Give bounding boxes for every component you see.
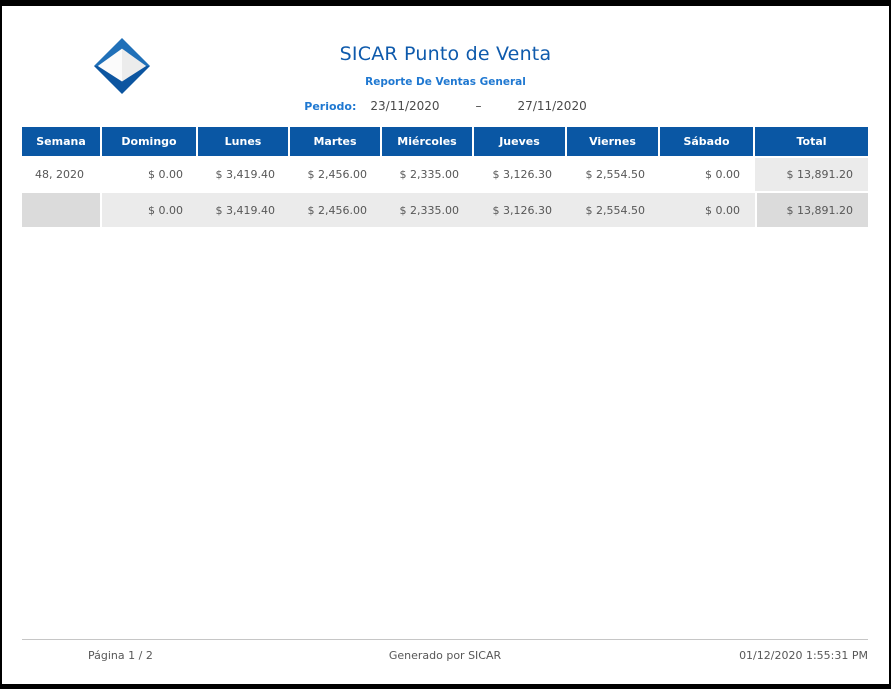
totals-sunday-cell: $ 0.00 bbox=[102, 191, 198, 227]
column-header-viernes: Viernes bbox=[567, 127, 660, 158]
saturday-value-cell: $ 0.00 bbox=[660, 158, 755, 191]
totals-wednesday-cell: $ 2,335.00 bbox=[382, 191, 474, 227]
totals-saturday-cell: $ 0.00 bbox=[660, 191, 755, 227]
page-title: SICAR Punto de Venta bbox=[339, 43, 552, 65]
column-header-semana: Semana bbox=[22, 127, 102, 158]
report-subtitle: Reporte De Ventas General bbox=[365, 76, 526, 88]
totals-tuesday-cell: $ 2,456.00 bbox=[290, 191, 382, 227]
thursday-value-cell: $ 3,126.30 bbox=[474, 158, 567, 191]
table-row bbox=[22, 158, 868, 191]
page-number: Página 1 / 2 bbox=[88, 649, 153, 662]
totals-thursday-cell: $ 3,126.30 bbox=[474, 191, 567, 227]
friday-value-cell: $ 2,554.50 bbox=[567, 158, 660, 191]
wednesday-value-cell: $ 2,335.00 bbox=[382, 158, 474, 191]
row-total-cell: $ 13,891.20 bbox=[755, 158, 868, 191]
period-label: Periodo: bbox=[304, 100, 357, 113]
column-header-sabado: Sábado bbox=[660, 127, 755, 158]
week-cell: 48, 2020 bbox=[22, 158, 102, 191]
column-header-martes: Martes bbox=[290, 127, 382, 158]
report-footer bbox=[22, 639, 868, 662]
column-header-lunes: Lunes bbox=[198, 127, 290, 158]
grand-total-cell: $ 13,891.20 bbox=[755, 191, 868, 227]
totals-week-cell bbox=[22, 191, 102, 227]
column-header-total: Total bbox=[755, 127, 868, 158]
sunday-value-cell: $ 0.00 bbox=[102, 158, 198, 191]
totals-row bbox=[22, 191, 868, 227]
generated-by: Generado por SICAR bbox=[388, 649, 502, 662]
column-header-jueves: Jueves bbox=[474, 127, 567, 158]
weekly-sales-table bbox=[22, 127, 868, 227]
totals-friday-cell: $ 2,554.50 bbox=[567, 191, 660, 227]
table-header-row bbox=[22, 127, 868, 158]
period-row bbox=[2, 99, 889, 113]
timestamp: 01/12/2020 1:55:31 PM bbox=[739, 649, 868, 662]
column-header-miercoles: Miércoles bbox=[382, 127, 474, 158]
monday-value-cell: $ 3,419.40 bbox=[198, 158, 290, 191]
period-start-date: 23/11/2020 bbox=[370, 99, 440, 113]
column-header-domingo: Domingo bbox=[102, 127, 198, 158]
tuesday-value-cell: $ 2,456.00 bbox=[290, 158, 382, 191]
totals-monday-cell: $ 3,419.40 bbox=[198, 191, 290, 227]
period-separator: – bbox=[475, 99, 482, 113]
period-end-date: 27/11/2020 bbox=[517, 99, 587, 113]
